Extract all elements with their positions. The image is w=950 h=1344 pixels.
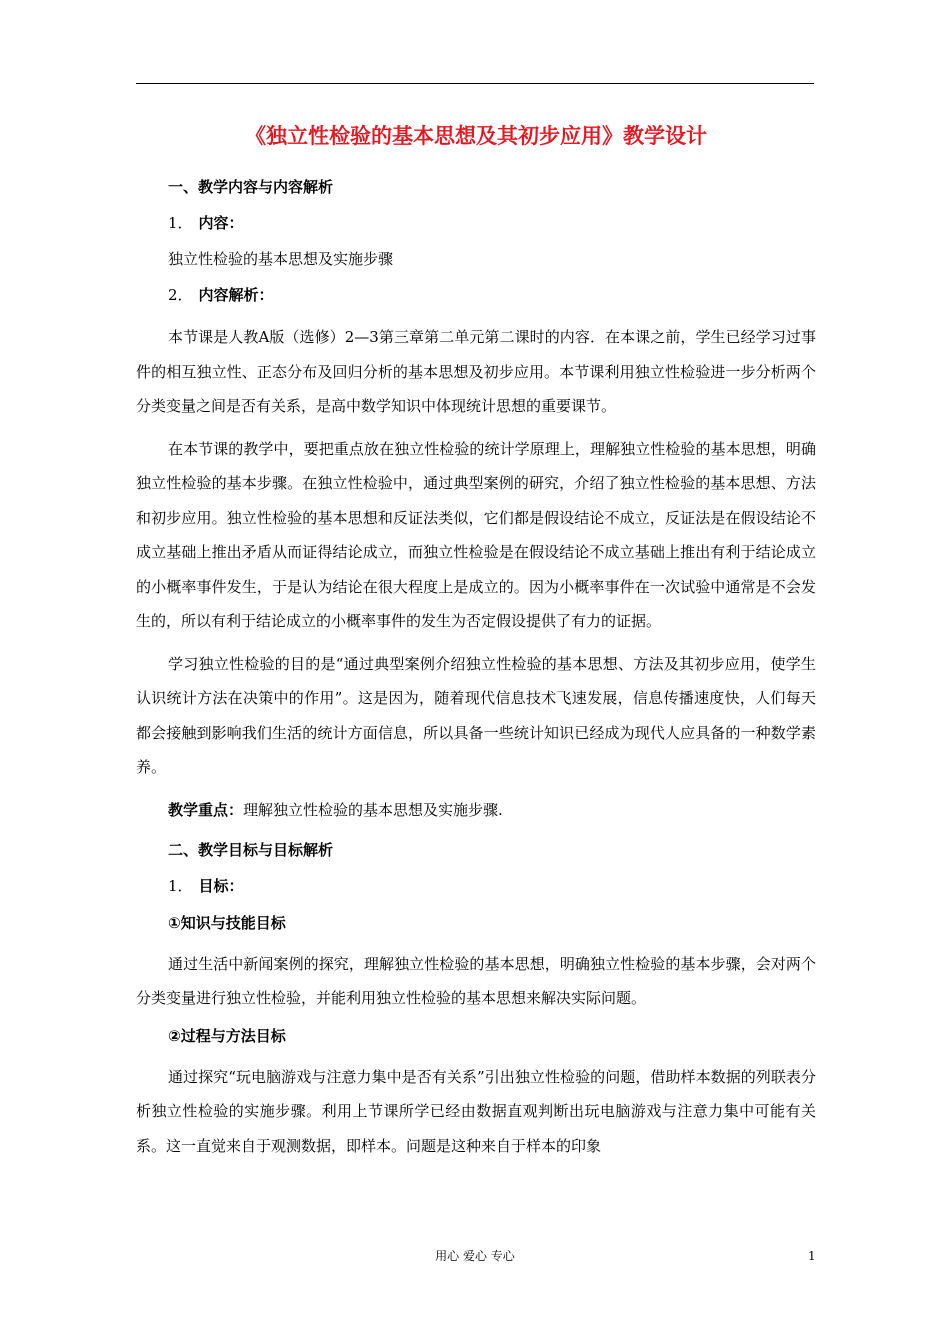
document-title: 《独立性检验的基本思想及其初步应用》教学设计: [245, 124, 707, 148]
subheading-content: [168, 212, 816, 234]
content-line: 独立性检验的基本思想及实施步骤: [168, 250, 394, 268]
section-heading-teaching-content: 一、教学内容与内容解析: [168, 178, 334, 196]
subheading-label: 目标：: [198, 876, 244, 895]
subheading-label: 内容解析：: [198, 286, 274, 304]
key-point-text: 理解独立性检验的基本思想及实施步骤.: [243, 800, 503, 819]
page-number: 1: [808, 1249, 816, 1263]
paragraph: 在本节课的教学中，要把重点放在独立性检验的统计学原理上，理解独立性检验的基本思想，明确独立性检验的基本步骤。在独立性检验中，通过典型案例的研究，介绍了独立性检验的基本思想、方法和初步应用。独立性检验的基本思想和反证法类似，它们都是假设结论不成立，反证法是在假设结论不成立基础上推出矛盾从而证得结论成立，而独立性检验是在假设结论不成立基础上推出有利于结论成立的小概率事件发生，于是认为结论在很大程度上是成立的。因为小概率事件在一次试验中通常是不会发生的，所以有利于结论成立的小概率事件的发生为否定假设提供了有力的证据。: [136, 439, 816, 630]
subheading-number: 1．: [168, 214, 193, 232]
header-rule: [136, 83, 814, 84]
teaching-key-point: [168, 793, 816, 827]
footer-text: 用心 爱心 专心: [435, 1249, 515, 1263]
paragraph: 本节课是人教A版（选修）2—3第三章第二单元第二课时的内容．在本课之前，学生已经学习过事件的相互独立性、正态分布及回归分析的基本思想及初步应用。本节课利用独立性检验进一步分析两个分类变量之间是否有关系，是高中数学知识中体现统计思想的重要课节。: [136, 328, 816, 415]
paragraph: 学习独立性检验的目的是“通过典型案例介绍独立性检验的基本思想、方法及其初步应用，使学生认识统计方法在决策中的作用”。这是因为，随着现代信息技术飞速发展，信息传播速度快，人们每天都会接触到影响我们生活的统计方面信息，所以具备一些统计知识已经成为现代人应具备的一种数学素养。: [136, 654, 816, 776]
subheading-number: 2．: [168, 286, 193, 304]
subheading-label: 内容：: [198, 214, 244, 232]
section-heading-teaching-goals: 二、教学目标与目标解析: [168, 840, 334, 859]
document-body: [136, 118, 816, 1171]
key-point-label: 教学重点：: [168, 800, 244, 819]
paragraph: 通过生活中新闻案例的探究，理解独立性检验的基本思想，明确独立性检验的基本步骤，会对两个分类变量进行独立性检验，并能利用独立性检验的基本思想来解决实际问题。: [136, 954, 816, 1007]
goal-heading-knowledge-skills: ①知识与技能目标: [168, 913, 286, 932]
goal-heading-process-method: ②过程与方法目标: [168, 1026, 286, 1045]
subheading-content-analysis: [168, 284, 816, 306]
paragraph: 通过探究“玩电脑游戏与注意力集中是否有关系”引出独立性检验的问题，借助样本数据的列联表分析独立性检验的实施步骤。利用上节课所学已经由数据直观判断出玩电脑游戏与注意力集中可能有关系。这一直觉来自于观测数据，即样本。问题是这种来自于样本的印象: [136, 1067, 816, 1155]
subheading-number: 1．: [168, 876, 193, 895]
subheading-goals: [168, 875, 816, 897]
